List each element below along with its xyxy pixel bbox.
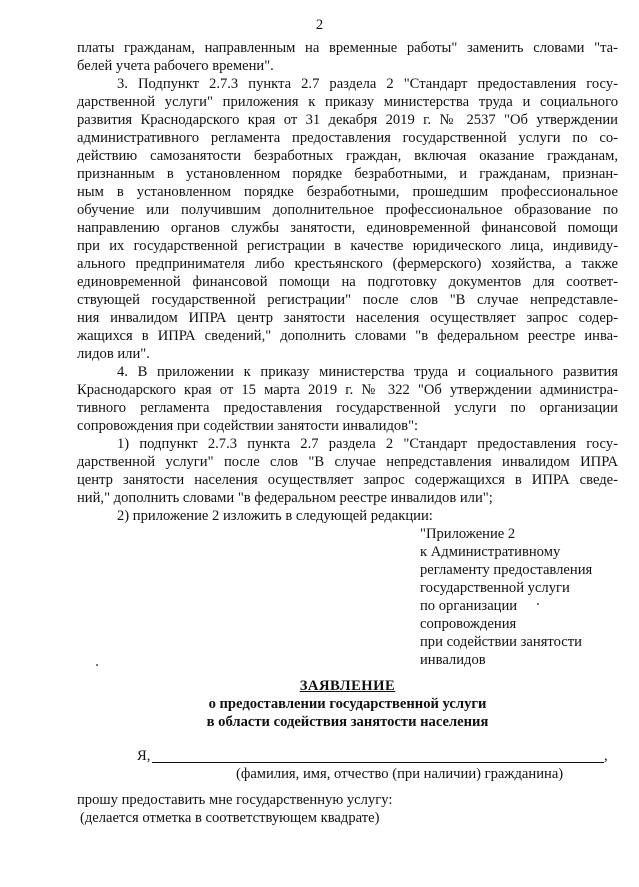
body-line: дарственной услуги" приложения к приказу министерства труда и социального [77, 94, 618, 110]
scan-speck [96, 664, 98, 666]
body-line: при их государственной регистрации в качестве юридического лица, индивиду- [77, 238, 618, 254]
applicant-suffix: , [604, 748, 608, 764]
form-subtitle: о предоставлении государственной услуги [208, 696, 487, 712]
body-line: признанным в установленном порядке безработными, и гражданам, признан- [77, 166, 618, 182]
request-line: прошу предоставить мне государственную услугу: [77, 792, 393, 808]
body-line: 1) подпункт 2.7.3 пункта 2.7 раздела 2 "Стандарт предоставления госу- [117, 436, 618, 452]
body-line: развития Краснодарского края от 31 декабря 2019 г. № 2537 "Об утверждении [77, 112, 618, 128]
body-line: 4. В приложении к приказу министерства труда и социального развития [117, 364, 618, 380]
body-line: 2) приложение 2 изложить в следующей редакции: [117, 508, 433, 524]
appendix-line: "Приложение 2 [420, 526, 516, 542]
body-line: ствующей государственной регистрации" после слов "В случае непредставле- [77, 292, 618, 308]
request-hint: (делается отметка в соответствующем квадрате) [80, 810, 380, 826]
body-line: административного регламента предоставления государственной услуги по со- [77, 130, 618, 146]
body-line: платы гражданам, направленным на временные работы" заменить словами "та- [77, 40, 618, 56]
body-line: действию самозанятости безработных граждан, включая оказание гражданам, [77, 148, 618, 164]
appendix-line: при содействии занятости [420, 634, 582, 650]
body-line: обучение или получившим дополнительное профессиональное образование по [77, 202, 618, 218]
body-line: 3. Подпункт 2.7.3 пункта 2.7 раздела 2 "Стандарт предоставления госу- [117, 76, 618, 92]
body-line: лидов или". [77, 346, 150, 362]
appendix-line: инвалидов [420, 652, 486, 668]
appendix-line: государственной услуги [420, 580, 570, 596]
appendix-line: по организации [420, 598, 518, 614]
body-line: ния инвалидом ИПРА центр занятости населения осуществляет запрос содер- [77, 310, 618, 326]
body-line: ным в установленном порядке безработными, прошедшим профессиональное [77, 184, 618, 200]
body-line: ний," дополнить словами "в федеральном реестре инвалидов или"; [77, 490, 493, 506]
body-line: тивного регламента предоставления государственной услуги по организации [77, 400, 618, 416]
applicant-name-field[interactable] [152, 762, 604, 763]
scan-speck [537, 603, 539, 605]
body-line: единовременной финансовой помощи на подготовку документов для соответ- [77, 274, 618, 290]
body-line: дарственной услуги" после слов "В случае непредставления инвалидом ИПРА [77, 454, 618, 470]
body-line: центр занятости населения осуществляет запрос содержащихся в ИПРА сведе- [77, 472, 618, 488]
body-line: направлению органов службы занятости, единовременной финансовой помощи [77, 220, 618, 236]
page-number: 2 [315, 17, 324, 33]
applicant-hint: (фамилия, имя, отчество (при наличии) гражданина) [236, 766, 564, 782]
body-line: сопровождения при содействии занятости инвалидов": [77, 418, 419, 434]
body-line: жащихся в ИПРА сведений," дополнить словами "в федеральном реестре инва- [77, 328, 618, 344]
appendix-line: к Административному [420, 544, 561, 560]
applicant-prefix: Я, [137, 748, 151, 764]
body-line: ального предпринимателя либо крестьянского (фермерского) хозяйства, а также [77, 256, 618, 272]
form-subtitle: в области содействия занятости населения [206, 714, 489, 730]
form-title: ЗАЯВЛЕНИЕ [299, 678, 396, 694]
appendix-line: регламенту предоставления [420, 562, 593, 578]
appendix-line: сопровождения [420, 616, 517, 632]
body-line: белей учета рабочего времени". [77, 58, 274, 74]
body-line: Краснодарского края от 15 марта 2019 г. № 322 "Об утверждении администра- [77, 382, 618, 398]
